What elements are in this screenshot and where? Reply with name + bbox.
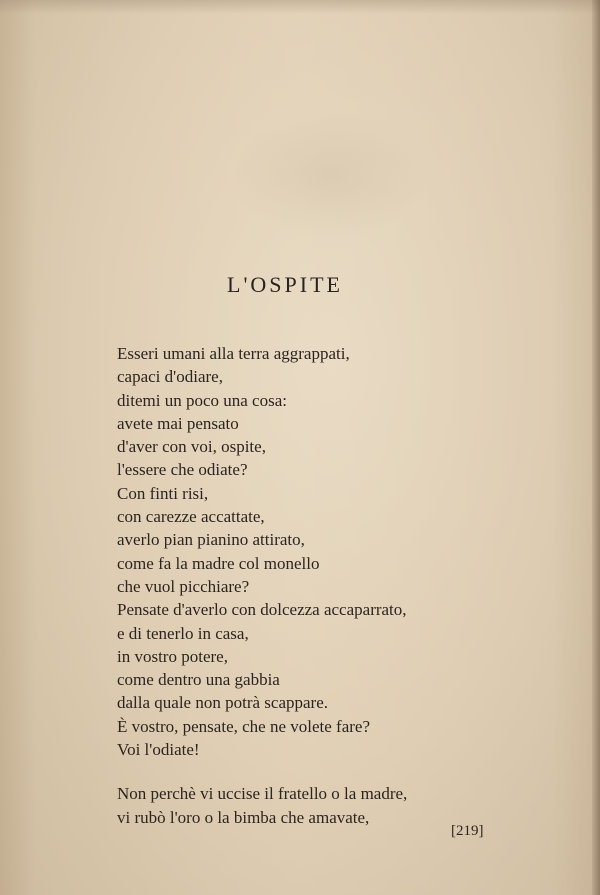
poem-body xyxy=(117,342,577,829)
poem-title: L'OSPITE xyxy=(227,272,343,297)
poem-line: vi rubò l'oro o la bimba che amavate, xyxy=(117,807,370,827)
poem-line: avete mai pensato xyxy=(117,413,239,433)
poem-line: d'aver con voi, ospite, xyxy=(117,437,266,457)
poem-line: Non perchè vi uccise il fratello o la madre, xyxy=(117,784,408,804)
poem-line: È vostro, pensate, che ne volete fare? xyxy=(117,716,370,736)
show-through-text xyxy=(230,110,430,240)
poem-line: Esseri umani alla terra aggrappati, xyxy=(117,344,350,363)
poem-line: con carezze accattate, xyxy=(117,507,265,527)
stanza xyxy=(117,782,577,829)
poem-line: e di tenerlo in casa, xyxy=(117,623,249,643)
poem-line: che vuol picchiare? xyxy=(117,576,250,596)
poem-line: in vostro potere, xyxy=(117,646,228,666)
poem-line: averlo pian pianino attirato, xyxy=(117,530,305,550)
poem-line: come fa la madre col monello xyxy=(117,553,320,573)
stanza xyxy=(117,342,577,761)
poem-line: Con finti risi, xyxy=(117,483,209,503)
poem-line: ditemi un poco una cosa: xyxy=(117,390,287,410)
page-number: [219] xyxy=(451,823,484,839)
page-top-shadow xyxy=(0,0,600,14)
poem-line: come dentro una gabbia xyxy=(117,670,280,690)
page-edge xyxy=(592,0,600,895)
poem-line: dalla quale non potrà scappare. xyxy=(117,693,328,713)
poem-line: Pensate d'averlo con dolcezza accaparrato, xyxy=(117,600,407,620)
poem-line: l'essere che odiate? xyxy=(117,460,248,480)
poem-line: Voi l'odiate! xyxy=(117,740,200,760)
stanza-break xyxy=(117,761,577,782)
poem-line: capaci d'odiare, xyxy=(117,367,223,387)
